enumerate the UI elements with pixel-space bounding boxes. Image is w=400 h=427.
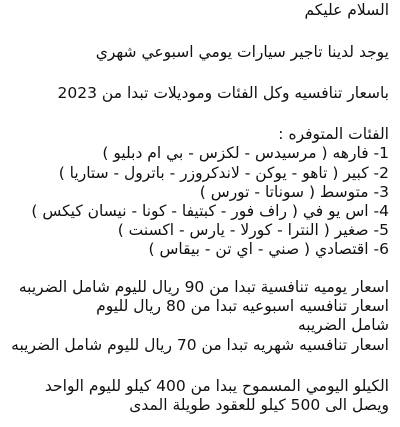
categories-header: الفئات المتوفره : — [278, 125, 389, 143]
monthly-price-line: اسعار تنافسيه شهريه تبدا من 70 ريال لليوم شامل الضريبه — [11, 336, 389, 354]
category-item-suv: 4- اس يو في ( راف فور - كبتيفا - كونا - نيسان كيكس ) — [31, 202, 389, 220]
weekly-price-tax-line: شامل الضريبه — [297, 316, 389, 334]
category-item-small: 5- صغير ( النترا - كورلا - يارس - اكسنت ) — [117, 221, 389, 239]
intro-line: يوجد لدينا تاجير سيارات يومي اسبوعي شهري — [95, 43, 389, 61]
daily-km-line: الكيلو اليومي المسموح يبدا من 400 كيلو لليوم الواحد — [44, 377, 389, 395]
category-item-large: 2- كبير ( تاهو - يوكن - لاندكروزر - باترول - ستاريا ) — [58, 164, 389, 182]
long-term-km-line: ويصل الى 500 كيلو للعقود طويلة المدى — [129, 396, 389, 414]
category-item-luxury: 1- فارهه ( مرسيدس - لكزس - بي ام دبليو ) — [102, 144, 389, 162]
prices-intro-line: باسعار تنافسيه وكل الفئات وموديلات تبدا من 2023 — [57, 84, 389, 102]
daily-price-line: اسعار يوميه تنافسية تبدا من 90 ريال لليوم شامل الضريبه — [18, 278, 389, 296]
category-item-medium: 3- متوسط ( سوناتا - تورس ) — [199, 183, 389, 201]
weekly-price-line: اسعار تنافسيه اسبوعيه تبدا من 80 ريال لليوم — [96, 297, 389, 315]
greeting-line: السلام عليكم — [304, 1, 389, 19]
category-item-economy: 6- اقتصادي ( صني - اي تن - بيقاس ) — [148, 240, 389, 258]
